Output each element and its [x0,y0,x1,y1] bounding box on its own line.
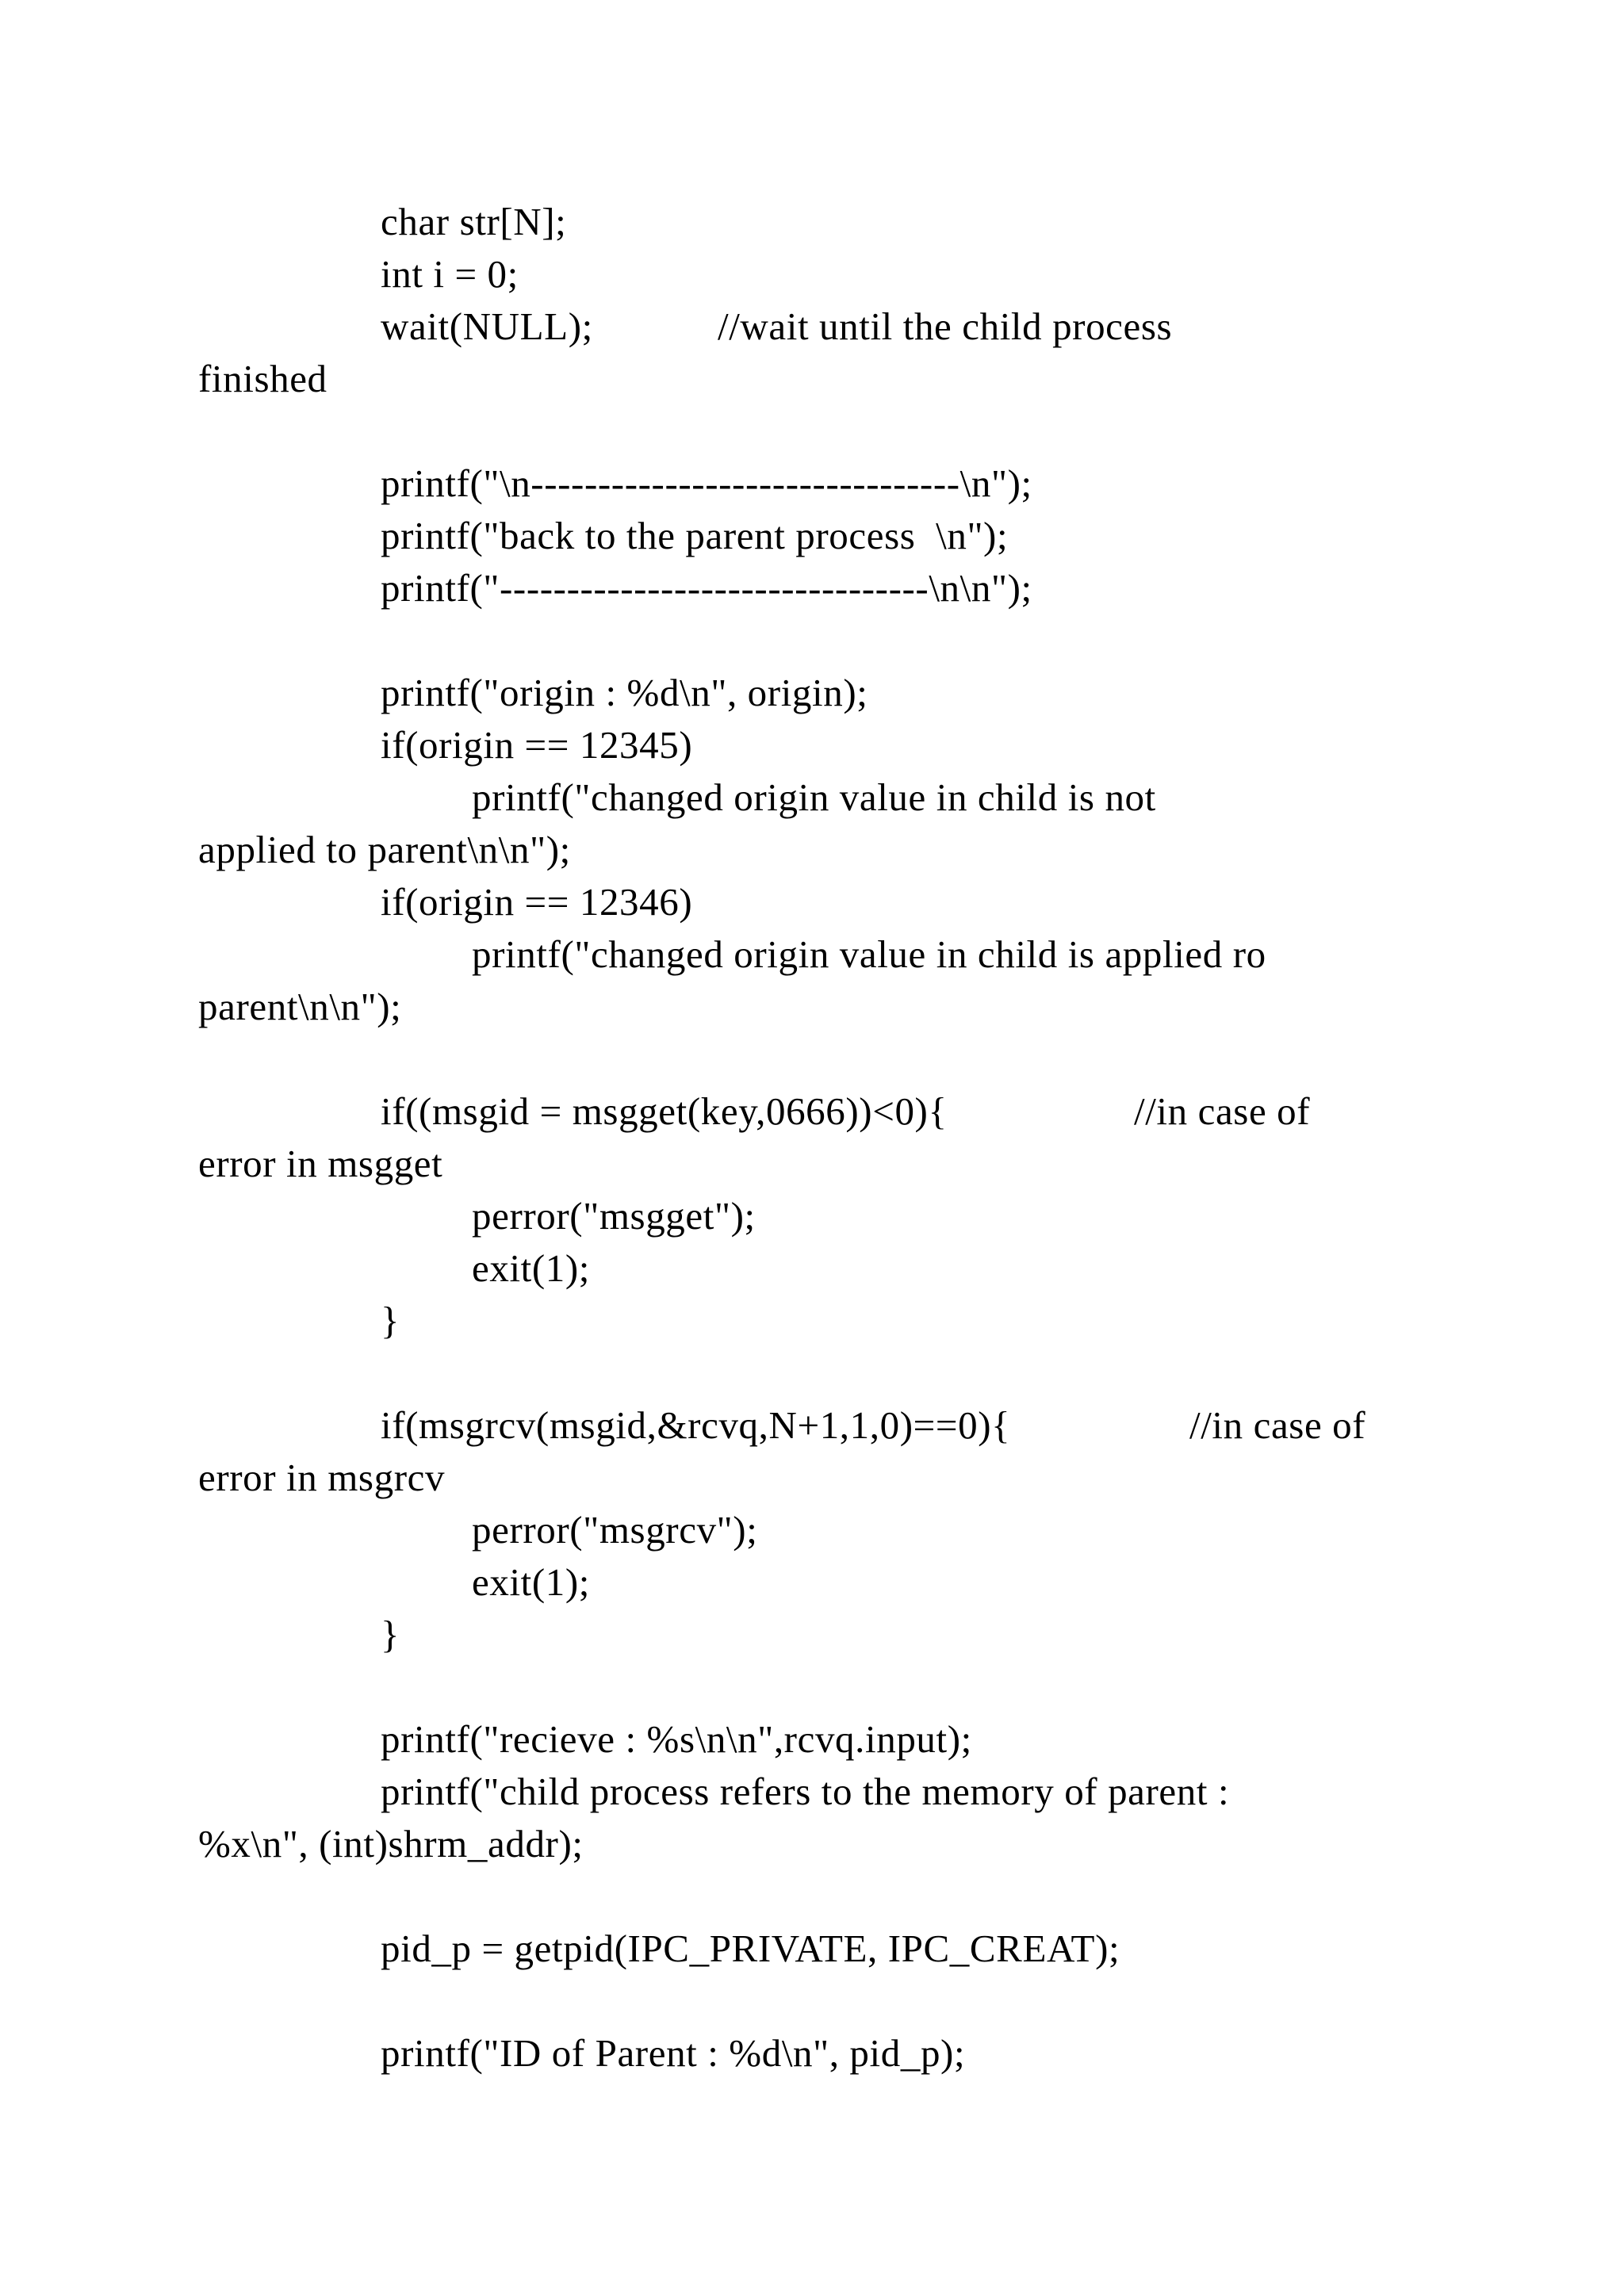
code-line: printf("origin : %d\n", origin); [381,671,868,714]
code-comment: //wait until the child process [718,304,1173,348]
code-line: if(origin == 12346) [381,880,693,924]
code-line: wait(NULL); [381,304,593,348]
code-comment: //in case of [1189,1403,1366,1447]
code-line: printf("back to the parent process \n"); [381,514,1009,557]
code-line: printf("\n--------------------------------\n"); [381,461,1032,505]
code-line: printf("child process refers to the memory of parent : [381,1770,1230,1813]
code-line: %x\n", (int)shrm_addr); [198,1822,584,1866]
code-line: error in msgrcv [198,1456,446,1499]
code-line: finished [198,357,327,400]
code-line: printf("changed origin value in child is not [472,775,1156,819]
code-line: printf("changed origin value in child is applied ro [472,932,1266,976]
code-comment: //in case of [1134,1089,1311,1133]
code-line: char str[N]; [381,200,567,243]
code-line: printf("--------------------------------\n\n"); [381,566,1032,610]
code-line: perror("msgrcv"); [472,1508,758,1552]
code-line: applied to parent\n\n"); [198,828,571,871]
code-line: } [381,1299,400,1342]
code-line: exit(1); [472,1560,591,1604]
code-line: if(msgrcv(msgid,&rcvq,N+1,1,0)==0){ [381,1403,1011,1447]
code-line: exit(1); [472,1246,591,1290]
code-line: error in msgget [198,1142,443,1185]
code-line: if((msgid = msgget(key,0666))<0){ [381,1089,948,1133]
code-line: } [381,1613,400,1656]
code-line: parent\n\n"); [198,985,402,1028]
code-line: perror("msgget"); [472,1194,756,1238]
code-line: pid_p = getpid(IPC_PRIVATE, IPC_CREAT); [381,1927,1120,1970]
code-line: int i = 0; [381,252,519,296]
code-line: if(origin == 12345) [381,723,693,767]
code-line: printf("ID of Parent : %d\n", pid_p); [381,2031,966,2075]
code-line: printf("recieve : %s\n\n",rcvq.input); [381,1717,972,1761]
